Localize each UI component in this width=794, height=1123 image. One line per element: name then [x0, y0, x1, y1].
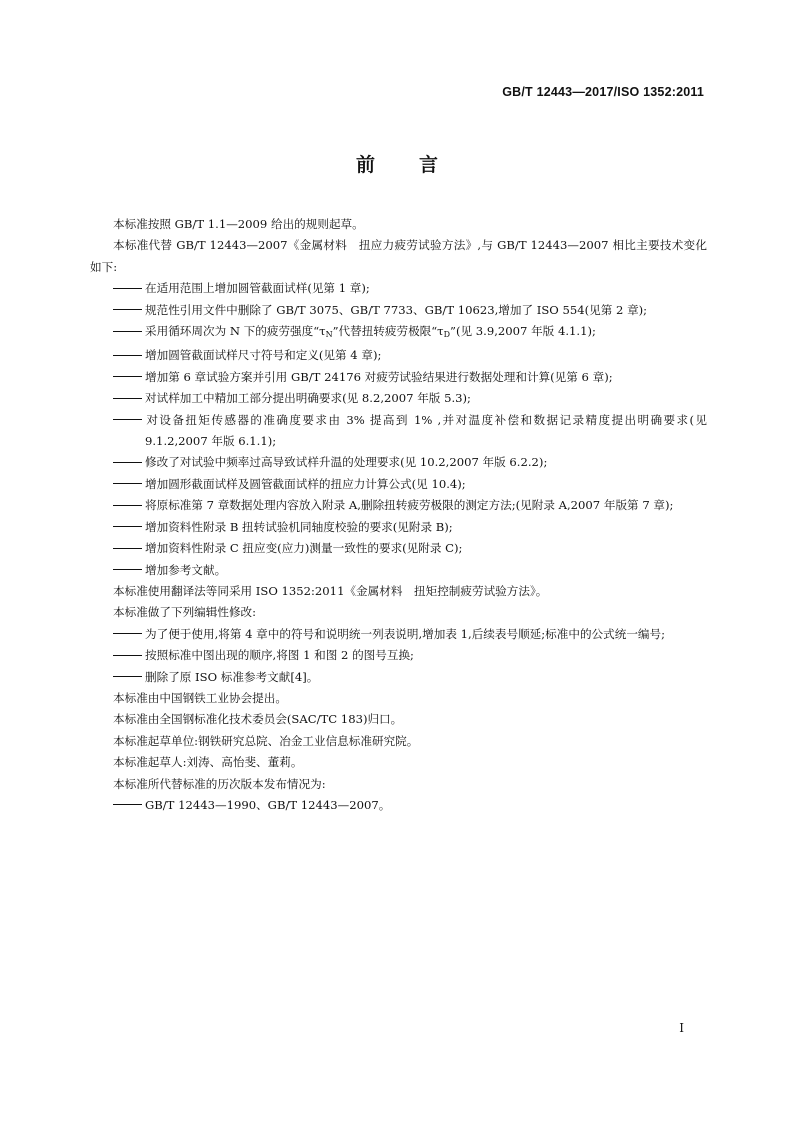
list-item-change	[90, 345, 707, 366]
list-item-text: 规范性引用文件中删除了 GB/T 3075、GB/T 7733、GB/T 10623,增加了 ISO 554(见第 2 章);	[145, 302, 648, 317]
list-item-text: 增加第 6 章试验方案并引用 GB/T 24176 对疲劳试验结果进行数据处理和计算(见第 6 章);	[145, 369, 613, 384]
list-item-text: 修改了对试验中频率过高导致试样升温的处理要求(见 10.2,2007 年版 6.2.2);	[145, 455, 548, 470]
paragraph-history: 本标准所代替标准的历次版本发布情况为:	[113, 776, 326, 791]
list-item-change	[90, 474, 707, 495]
list-item-text: 增加资料性附录 C 扭应变(应力)测量一致性的要求(见附录 C);	[145, 541, 463, 556]
page-number: I	[679, 1021, 684, 1035]
em-dash-marker	[113, 667, 145, 688]
list-item-text: 对试样加工中精加工部分提出明确要求(见 8.2,2007 年版 5.3);	[145, 391, 471, 406]
list-item-text-part: 采用循环周次为 N 下的疲劳强度“τ	[145, 324, 326, 339]
list-item-change	[90, 388, 707, 409]
list-item-change	[90, 495, 707, 516]
paragraph-editorial-changes: 本标准做了下列编辑性修改:	[113, 605, 257, 620]
list-item-text: 增加圆形截面试样及圆管截面试样的扭应力计算公式(见 10.4);	[145, 476, 466, 491]
em-dash-marker	[113, 345, 145, 366]
em-dash-marker	[113, 645, 145, 666]
list-item-text: GB/T 12443—1990、GB/T 12443—2007。	[145, 797, 391, 812]
em-dash-marker	[113, 795, 145, 816]
list-item-text: 将原标准第 7 章数据处理内容放入附录 A,删除扭转疲劳极限的测定方法;(见附录 A,2007 年版第 7 章);	[145, 498, 674, 513]
list-item-change	[90, 321, 707, 345]
paragraph-proposer: 本标准由中国钢铁工业协会提出。	[113, 690, 287, 705]
list-item-change	[90, 410, 707, 453]
em-dash-marker	[113, 452, 145, 473]
list-item-text: 按照标准中图出现的顺序,将图 1 和图 2 的图号互换;	[145, 648, 414, 663]
list-item-change	[90, 560, 707, 581]
list-item-change	[90, 452, 707, 473]
subscript-n: N	[325, 330, 333, 340]
em-dash-marker	[113, 624, 145, 645]
list-item-change	[90, 538, 707, 559]
em-dash-marker	[113, 321, 145, 342]
list-item-text-part: ”代替扭转疲劳极限“τ	[332, 324, 444, 339]
paragraph-replacement: 本标准代替 GB/T 12443—2007《金属材料 扭应力疲劳试验方法》,与 GB/T 12443—2007 相比主要技术变化如下:	[90, 238, 707, 274]
list-item-edit	[90, 624, 707, 645]
page-title: 前言	[355, 154, 482, 176]
subscript-d: D	[443, 330, 451, 340]
paragraph-drafting-rules: 本标准按照 GB/T 1.1—2009 给出的规则起草。	[113, 217, 364, 231]
em-dash-marker	[113, 474, 145, 495]
em-dash-marker	[113, 278, 145, 299]
list-item-edit	[90, 645, 707, 666]
list-item-change	[90, 300, 707, 321]
foreword-body	[90, 214, 707, 816]
list-item-text: 在适用范围上增加圆管截面试样(见第 1 章);	[145, 281, 370, 296]
list-item-text: 增加圆管截面试样尺寸符号和定义(见第 4 章);	[145, 348, 382, 363]
list-item-history	[90, 795, 707, 816]
em-dash-marker	[113, 410, 145, 431]
list-item-text-part: ”(见 3.9,2007 年版 4.1.1);	[450, 324, 596, 339]
em-dash-marker	[113, 517, 145, 538]
list-item-text: 增加参考文献。	[145, 562, 227, 577]
list-item-change	[90, 367, 707, 388]
list-item-text: 删除了原 ISO 标准参考文献[4]。	[145, 669, 319, 684]
em-dash-marker	[113, 300, 145, 321]
em-dash-marker	[113, 388, 145, 409]
list-item-edit	[90, 667, 707, 688]
standard-code-header: GB/T 12443—2017/ISO 1352:2011	[502, 85, 704, 99]
em-dash-marker	[113, 538, 145, 559]
paragraph-adoption: 本标准使用翻译法等同采用 ISO 1352:2011《金属材料 扭矩控制疲劳试验方法》。	[113, 583, 548, 598]
list-item-text: 对设备扭矩传感器的准确度要求由 3% 提高到 1% ,并对温度补偿和数据记录精度提出明确要求(见 9.1.2,2007 年版 6.1.1);	[145, 412, 707, 449]
paragraph-drafters: 本标准起草人:刘涛、高怡斐、董莉。	[113, 755, 303, 770]
em-dash-marker	[113, 367, 145, 388]
list-item-text: 为了便于使用,将第 4 章中的符号和说明统一列表说明,增加表 1,后续表号顺延;标准中的公式统一编号;	[145, 626, 666, 641]
list-item-change	[90, 278, 707, 299]
em-dash-marker	[113, 560, 145, 581]
list-item-text: 增加资料性附录 B 扭转试验机同轴度校验的要求(见附录 B);	[145, 519, 453, 534]
em-dash-marker	[113, 495, 145, 516]
list-item-change	[90, 517, 707, 538]
paragraph-drafting-units: 本标准起草单位:钢铁研究总院、冶金工业信息标准研究院。	[113, 733, 419, 748]
paragraph-administrator: 本标准由全国钢标准化技术委员会(SAC/TC 183)归口。	[113, 712, 403, 727]
